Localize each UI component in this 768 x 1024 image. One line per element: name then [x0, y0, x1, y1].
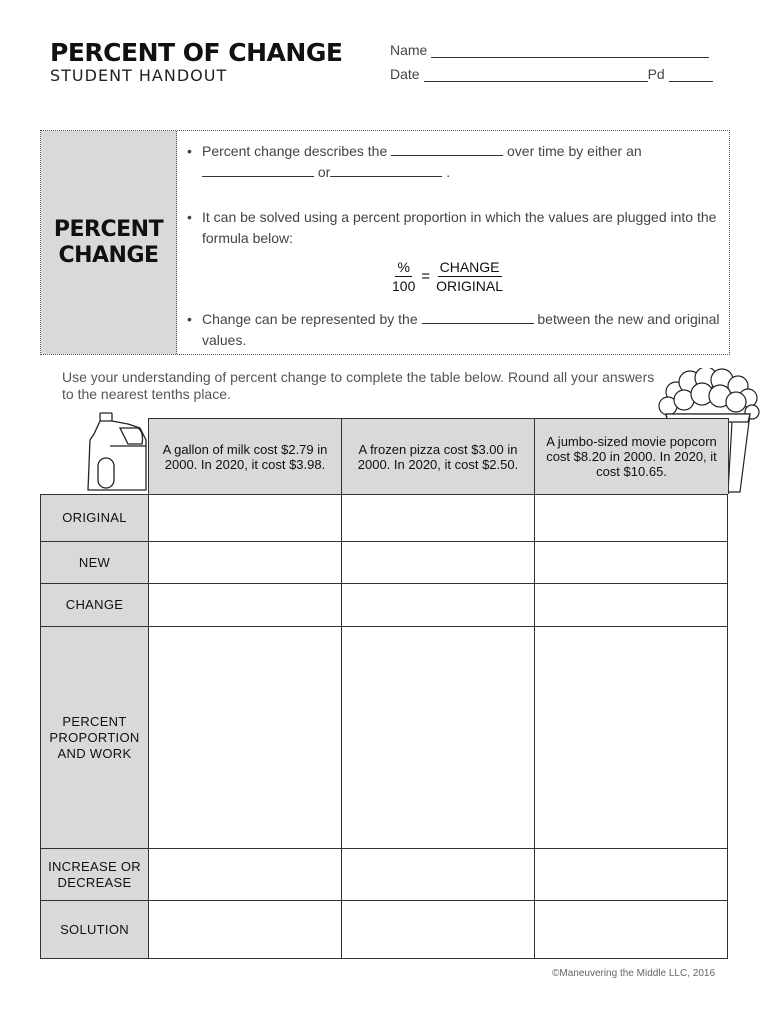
table-row — [41, 542, 728, 584]
period-label: Pd — [647, 66, 665, 82]
vocab-term: PERCENT CHANGE — [41, 131, 177, 354]
answer-cell[interactable] — [342, 849, 535, 901]
table-row — [41, 627, 728, 849]
bullet1-text-c: or — [317, 164, 331, 180]
blank-describes[interactable] — [391, 144, 503, 156]
bullet-dot: • — [187, 311, 192, 327]
date-blank[interactable] — [424, 70, 648, 82]
answer-cell[interactable] — [535, 901, 728, 959]
bullet-proportion — [187, 207, 722, 249]
table-row — [41, 495, 728, 542]
row-label-change: CHANGE — [41, 584, 149, 627]
change-fraction — [436, 259, 503, 294]
row-label-original: ORIGINAL — [41, 495, 149, 542]
bullet1-text-a: Percent change describes the — [202, 143, 388, 159]
answer-cell[interactable] — [149, 495, 342, 542]
answer-cell[interactable] — [342, 901, 535, 959]
blank-increase[interactable] — [202, 165, 314, 177]
name-blank[interactable] — [431, 46, 709, 58]
copyright-footer: ©Maneuvering the Middle LLC, 2016 — [552, 968, 716, 979]
column-header-popcorn: A jumbo-sized movie popcorn cost $8.20 in 2000. In 2020, it cost $10.65. — [535, 419, 728, 494]
answer-cell[interactable] — [149, 849, 342, 901]
answer-cell[interactable] — [149, 542, 342, 584]
answer-cell[interactable] — [149, 901, 342, 959]
answer-cell[interactable] — [149, 627, 342, 849]
row-label-increase-decrease: INCREASE OR DECREASE — [41, 849, 149, 901]
bullet-change — [187, 309, 722, 351]
bullet2-text: It can be solved using a percent proportion in which the values are plugged into the formula below: — [202, 209, 717, 246]
answer-cell[interactable] — [342, 584, 535, 627]
answer-cell[interactable] — [342, 542, 535, 584]
answer-cell[interactable] — [342, 627, 535, 849]
vocab-notes — [177, 131, 729, 354]
bullet-definition — [187, 141, 722, 183]
blank-decrease[interactable] — [330, 165, 442, 177]
table-row — [41, 849, 728, 901]
answer-cell[interactable] — [342, 495, 535, 542]
hundred: 100 — [392, 278, 416, 294]
row-label-new: NEW — [41, 542, 149, 584]
percent-change-table — [40, 494, 728, 959]
page-title: PERCENT OF CHANGE — [50, 38, 343, 67]
vocabulary-box — [40, 130, 730, 355]
answer-cell[interactable] — [149, 584, 342, 627]
equals-sign: = — [421, 268, 431, 285]
column-header-milk: A gallon of milk cost $2.79 in 2000. In 2020, it cost $3.98. — [149, 419, 342, 494]
table-row — [41, 584, 728, 627]
bullet1-text-d: . — [446, 164, 451, 180]
answer-cell[interactable] — [535, 584, 728, 627]
percent-fraction — [392, 259, 415, 294]
bullet-dot: • — [187, 143, 192, 159]
column-header-pizza: A frozen pizza cost $3.00 in 2000. In 2020, it cost $2.50. — [342, 419, 535, 494]
percent-formula — [392, 259, 503, 294]
answer-cell[interactable] — [535, 495, 728, 542]
row-label-percent-proportion: PERCENT PROPORTION AND WORK — [41, 627, 149, 849]
instructions: Use your understanding of percent change to complete the table below. Round all your answers to the nearest tenths place. — [62, 369, 655, 402]
bullet3-text-a: Change can be represented by the — [202, 311, 418, 327]
answer-cell[interactable] — [535, 542, 728, 584]
date-label: Date — [390, 66, 420, 82]
name-field[interactable] — [390, 42, 709, 58]
bullet-dot: • — [187, 209, 192, 225]
change-label: CHANGE — [439, 259, 500, 275]
table-row — [41, 901, 728, 959]
blank-difference[interactable] — [422, 312, 534, 324]
original-label: ORIGINAL — [436, 278, 504, 294]
bullet3-text-b: between the new and original values. — [202, 311, 720, 348]
milk-jug-icon — [84, 410, 154, 494]
row-label-solution: SOLUTION — [41, 901, 149, 959]
page-subtitle: STUDENT HANDOUT — [50, 66, 228, 85]
answer-cell[interactable] — [535, 627, 728, 849]
name-label: Name — [390, 42, 428, 58]
bullet1-text-b: over time by either an — [507, 143, 642, 159]
answer-cell[interactable] — [535, 849, 728, 901]
date-field[interactable] — [390, 66, 713, 82]
percent-symbol: % — [397, 259, 410, 275]
period-blank[interactable] — [669, 70, 713, 82]
table-header-row — [148, 418, 729, 494]
